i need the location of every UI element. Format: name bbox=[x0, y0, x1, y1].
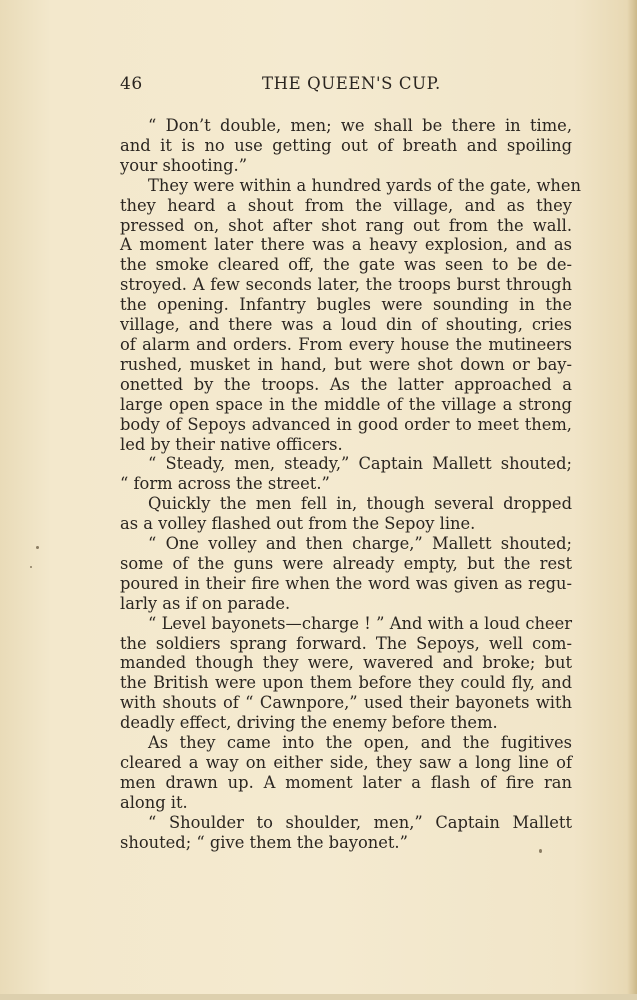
text-line: “ Steady, men, steady,” Captain Mallett shouted; bbox=[148, 454, 572, 474]
page-bottom-edge bbox=[0, 994, 637, 1000]
text-line: men drawn up. A moment later a flash of fire ran bbox=[120, 772, 572, 792]
text-line: “ Don’t double, men; we shall be there in time, bbox=[148, 116, 572, 135]
running-title: THE QUEEN'S CUP. bbox=[262, 74, 441, 93]
text-line: along it. bbox=[120, 792, 188, 812]
text-line: larly as if on parade. bbox=[120, 593, 291, 613]
text-line: “ Level bayonets—charge ! ” And with a loud cheer bbox=[148, 613, 572, 633]
text-line: “ Shoulder to shoulder, men,” Captain Mallett bbox=[148, 812, 572, 832]
text-line: body of Sepoys advanced in good order to meet them, bbox=[120, 414, 572, 434]
text-line: “ One volley and then charge,” Mallett shouted; bbox=[148, 534, 572, 554]
text-line: as a volley flashed out from the Sepoy line. bbox=[120, 514, 476, 534]
text-line: the opening. Infantry bugles were sounding in the bbox=[120, 295, 572, 315]
text-line: village, and there was a loud din of shouting, cries bbox=[120, 315, 572, 335]
text-line: manded though they were, wavered and broke; but bbox=[120, 653, 572, 673]
text-line: the smoke cleared off, the gate was seen to be de- bbox=[120, 255, 572, 275]
text-line: rushed, musket in hand, but were shot down or bay- bbox=[120, 354, 572, 374]
text-line: the British were upon them before they could fly, and bbox=[120, 673, 572, 693]
body-text bbox=[120, 116, 582, 853]
text-line: of alarm and orders. From every house the mutineers bbox=[120, 334, 572, 354]
page-number: 46 bbox=[120, 74, 143, 94]
text-line: pressed on, shot after shot rang out from the wall. bbox=[120, 215, 572, 235]
text-line: your shooting.” bbox=[120, 155, 248, 175]
text-line: they heard a shout from the village, and as they bbox=[120, 195, 572, 215]
text-line: the soldiers sprang forward. The Sepoys, well com- bbox=[120, 633, 572, 653]
text-line: As they came into the open, and the fugitives bbox=[148, 733, 572, 753]
text-line: cleared a way on either side, they saw a long line of bbox=[120, 753, 572, 772]
text-line: stroyed. A few seconds later, the troops burst through bbox=[120, 275, 572, 295]
text-line: deadly effect, driving the enemy before them. bbox=[120, 713, 498, 733]
text-line: poured in their fire when the word was given as regu- bbox=[120, 573, 572, 593]
page-header bbox=[120, 74, 572, 98]
text-line: A moment later there was a heavy explosion, and as bbox=[120, 235, 572, 255]
text-line: with shouts of “ Cawnpore,” used their bayonets with bbox=[120, 693, 572, 713]
text-line: large open space in the middle of the village a strong bbox=[120, 394, 572, 414]
page-edge-shadow bbox=[627, 0, 637, 1000]
text-line: onetted by the troops. As the latter approached a bbox=[120, 374, 572, 394]
text-line: shouted; “ give them the bayonet.” bbox=[120, 832, 408, 852]
paper-speck bbox=[539, 849, 542, 853]
text-line: some of the guns were already empty, but the rest bbox=[120, 553, 572, 573]
text-line: led by their native officers. bbox=[120, 434, 343, 454]
paper-speck bbox=[36, 546, 39, 549]
text-line: Quickly the men fell in, though several dropped bbox=[148, 494, 572, 514]
text-line: “ form across the street.” bbox=[120, 474, 330, 494]
text-line: and it is no use getting out of breath and spoiling bbox=[120, 135, 572, 155]
paper-speck bbox=[30, 566, 32, 568]
text-line: They were within a hundred yards of the gate, when bbox=[148, 175, 582, 195]
